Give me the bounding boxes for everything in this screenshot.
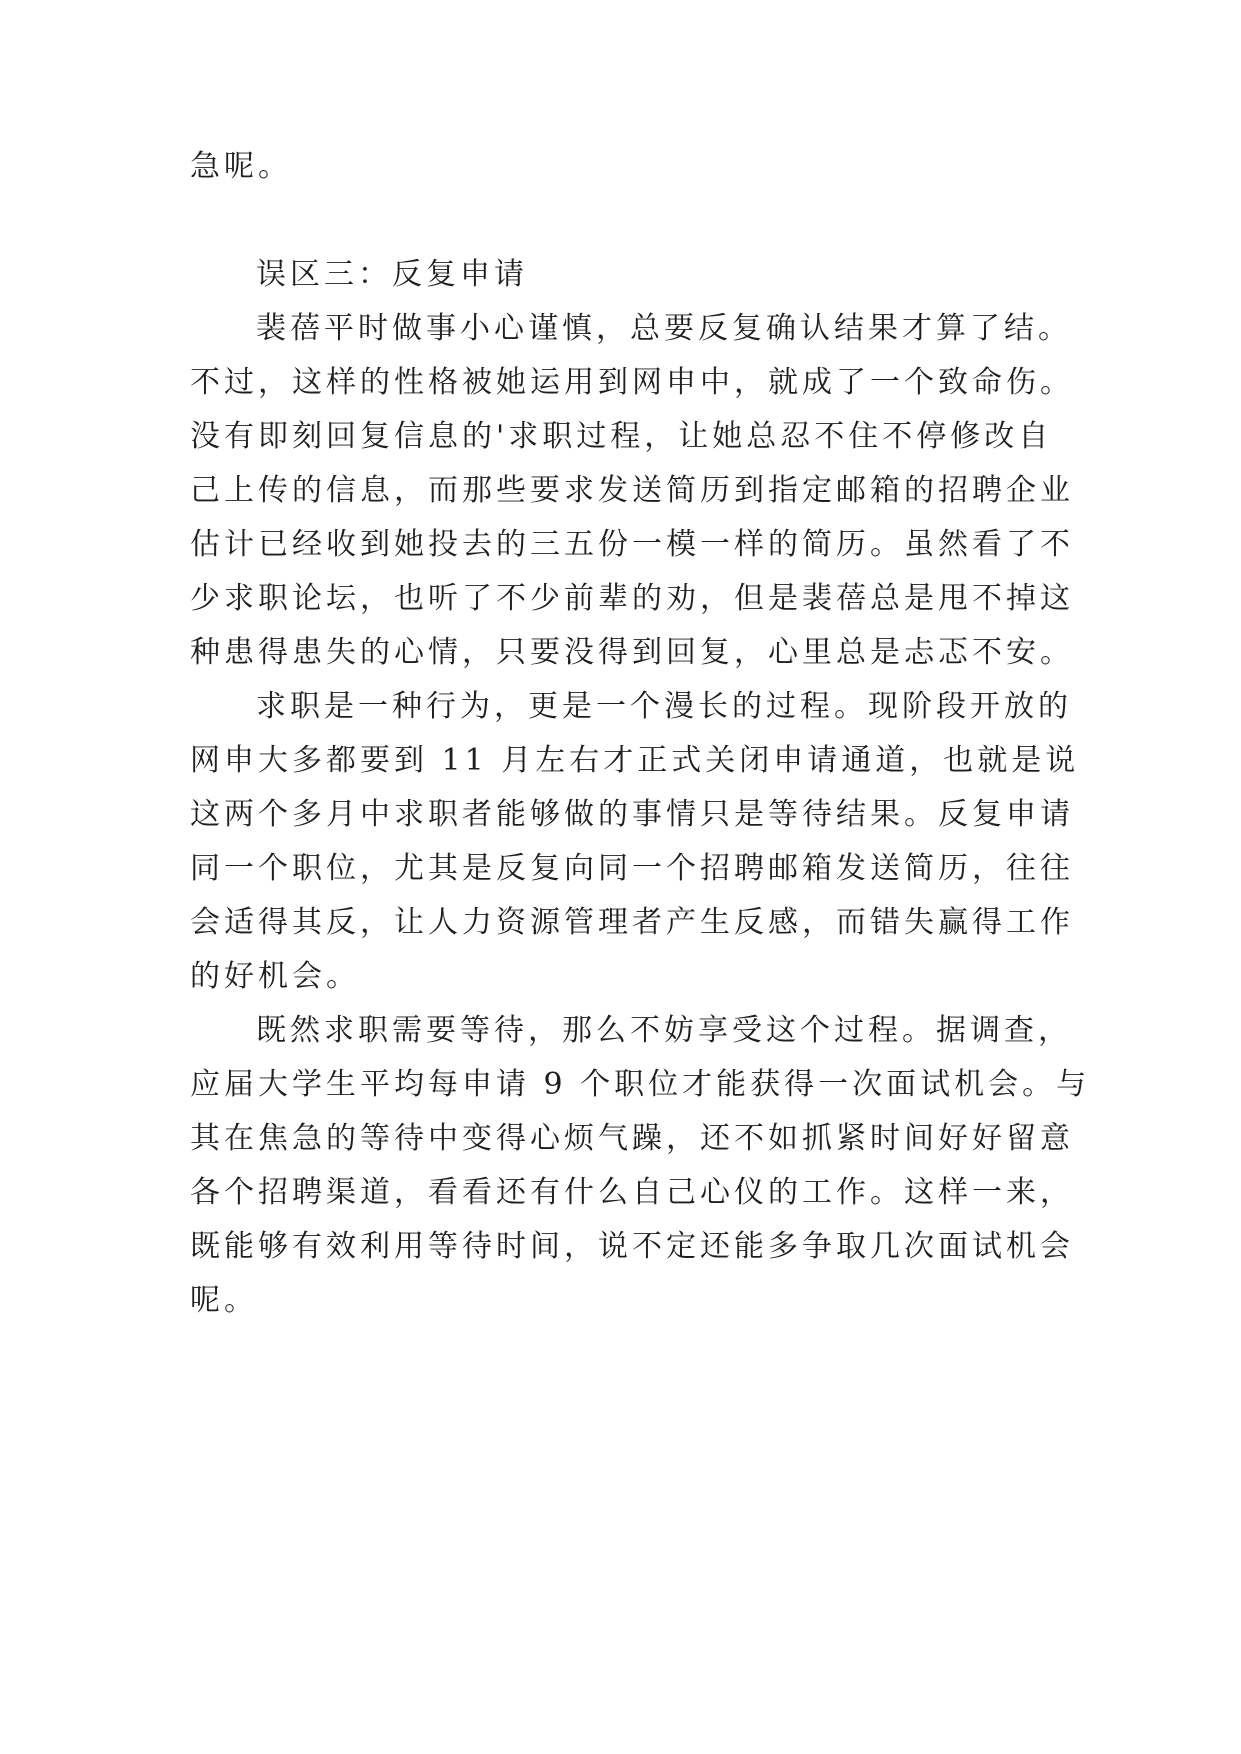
paragraph-line: 各个招聘渠道，看看还有什么自己心仪的工作。这样一来， xyxy=(190,1175,1074,1210)
text-line: 急呢。 xyxy=(190,149,292,184)
paragraph-line: 种患得患失的心情，只要没得到回复，心里总是忐忑不安。 xyxy=(190,635,1074,670)
paragraph-line: 既能够有效利用等待时间，说不定还能多争取几次面试机会 xyxy=(190,1229,1074,1264)
paragraph-line: 的好机会。 xyxy=(190,959,360,994)
paragraph-line: 没有即刻回复信息的'求职过程，让她总忍不住不停修改自 xyxy=(190,419,1053,454)
paragraph-line: 估计已经收到她投去的三五份一模一样的简历。虽然看了不 xyxy=(190,527,1074,562)
paragraph-line: 同一个职位，尤其是反复向同一个招聘邮箱发送简历，往往 xyxy=(190,851,1074,886)
paragraph-line: 不过，这样的性格被她运用到网申中，就成了一个致命伤。 xyxy=(190,365,1074,400)
section-heading: 误区三：反复申请 xyxy=(256,257,528,292)
paragraph-line: 会适得其反，让人力资源管理者产生反感，而错失赢得工作 xyxy=(190,905,1074,940)
paragraph-line: 少求职论坛，也听了不少前辈的劝，但是裴蓓总是甩不掉这 xyxy=(190,581,1074,616)
paragraph-line: 呢。 xyxy=(190,1283,258,1318)
paragraph-line: 求职是一种行为，更是一个漫长的过程。现阶段开放的 xyxy=(256,689,1072,724)
paragraph-line: 应届大学生平均每申请 9 个职位才能获得一次面试机会。与 xyxy=(190,1067,1091,1102)
paragraph-line: 网申大多都要到 11 月左右才正式关闭申请通道，也就是说 xyxy=(190,743,1080,778)
paragraph-line: 其在焦急的等待中变得心烦气躁，还不如抓紧时间好好留意 xyxy=(190,1121,1074,1156)
paragraph-line: 这两个多月中求职者能够做的事情只是等待结果。反复申请 xyxy=(190,797,1074,832)
paragraph-line: 裴蓓平时做事小心谨慎，总要反复确认结果才算了结。 xyxy=(256,311,1072,346)
blank-line xyxy=(190,194,1062,248)
paragraph-line: 既然求职需要等待，那么不妨享受这个过程。据调查， xyxy=(256,1013,1072,1048)
paragraph-line: 己上传的信息，而那些要求发送简历到指定邮箱的招聘企业 xyxy=(190,473,1074,508)
document-body xyxy=(190,140,1091,1328)
